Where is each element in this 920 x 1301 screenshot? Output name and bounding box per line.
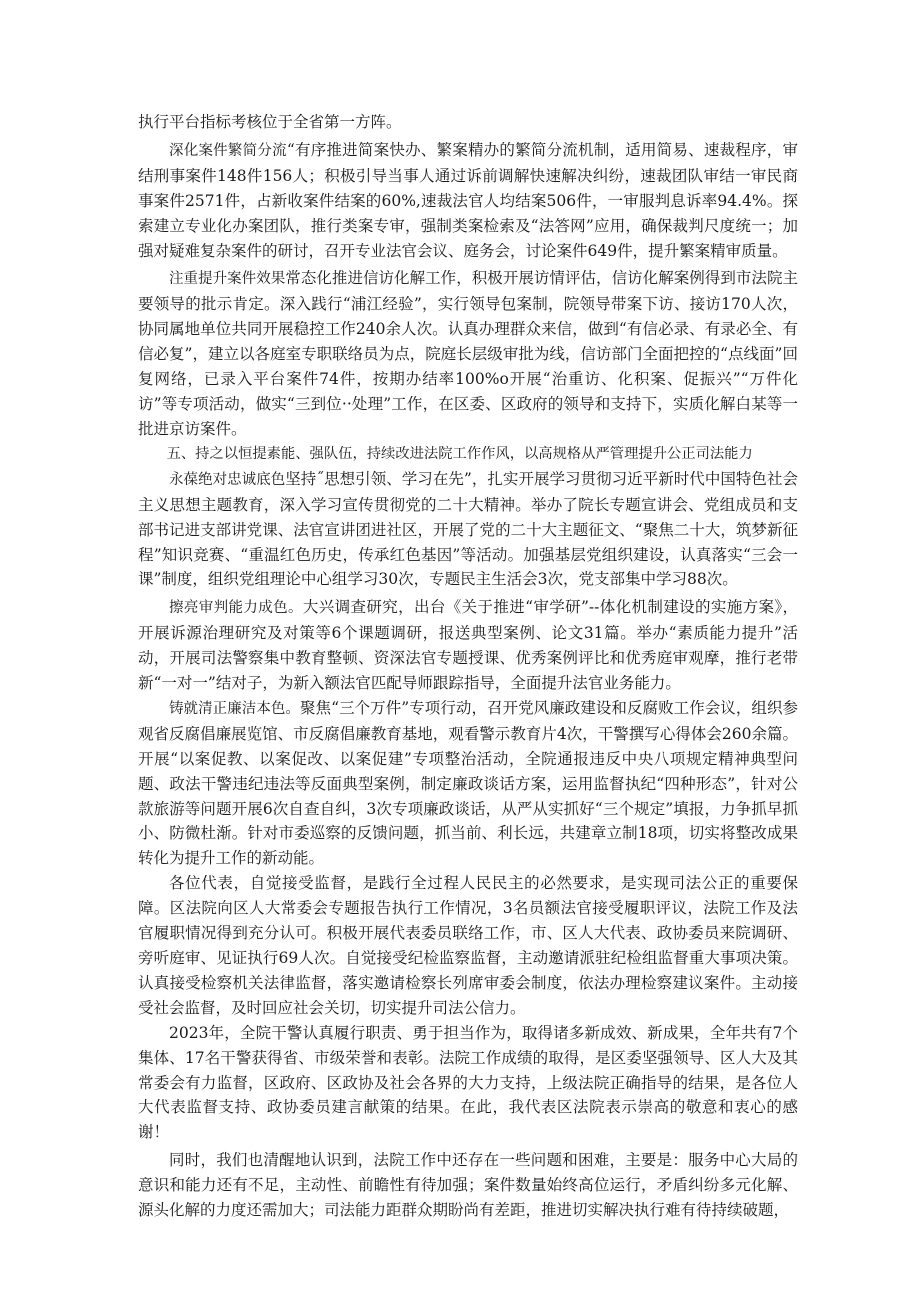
paragraph-body: 大兴调查研究，出台《关于推进“审学研”--体化机制建设的实施方案》，开展诉源治理研究及对策等6个课题调研，报送典型案例、论文31篇。举办“素质能力提升”活动，开展司法警察集中教育整顿、资深法官专题授课、优秀案例评比和优秀庭审观摩，推行老带新“一对一”结对子，为新入额法官匹配导师跟踪指导，全面提升法官业务能力。 — [138, 598, 798, 693]
paragraph-integrity — [138, 696, 798, 871]
paragraph-problems — [138, 1148, 798, 1223]
paragraph-lead: 永葆绝对忠诚底色 — [169, 471, 286, 488]
paragraph-body: 坚持˝思想引领、学习在先”，扎实开展学习贯彻习近平新时代中国特色社会主义思想主题教育，深入学习宣传贯彻党的二十大精神。举办了院长专题宣讲会、党组成员和支部书记进支部讲党课、法官宣讲团进社区，开展了党的二十大主题征文、“聚焦二十大，筑梦新征程”知识竞赛、“重温红色历史，传承红色基因”等活动。加强基层党组织建设，认真落实“三会一课”制度，组织党组理论中心组学习30次，专题民主生活会3次，党支部集中学习88次。 — [138, 469, 798, 589]
paragraph-lead: 注重提升案件效果 — [169, 271, 286, 288]
paragraph-achievements — [138, 1021, 798, 1146]
paragraph-body: 常态化推进信访化解工作，积极开展访情评估，信访化解案例得到市法院主要领导的批示肯定。深入践行“浦江经验”，实行领导包案制，院领导带案下访、接访170人次，协同属地单位共同开展稳控工作240余人次。认真办理群众来信，做到“有信必录、有录必全、有信必复”，建立以各庭室专职联络员为点，院庭长层级审批为线，信访部门全面把控的“点线面”回复网络，已录入平台案件74件，按期办结率100%o开展“治重访、化积案、促振兴”“万件化访”等专项活动，做实“三到位··处理”工作，在区委、区政府的领导和支持下，实质化解白某等一批进京访案件。 — [138, 269, 798, 438]
paragraph-body: 2023年，全院干警认真履行职责、勇于担当作为，取得诸多新成效、新成果，全年共有7个集体、17名干警获得省、市级荣誉和表彰。法院工作成绩的取得，是区委坚强领导、区人大及其常委会有力监督，区政府、区政协及社会各界的大力支持，上级法院正确指导的结果，是各位人大代表监督支持、政协委员建言献策的结果。在此，我代表区法院表示崇高的敬意和衷心的感谢！ — [138, 1023, 798, 1142]
document-page — [138, 110, 798, 1223]
paragraph-body: 各位代表，自觉接受监督，是践行全过程人民民主的必然要求，是实现司法公正的重要保障。区法院向区人大常委会专题报告执行工作情况，3名员额法官接受履职评议，法院工作及法官履职情况得到充分认可。积极开展代表委员联络工作，市、区人大代表、政协委员来院调研、旁听庭审、见证执行69人次。自觉接受纪检监察监督，主动邀请派驻纪检组监督重大事项决策。认真接受检察机关法律监督，落实邀请检察长列席审委会制度，依法办理检察建议案件。主动接受社会监督，及时回应社会关切，切实提升司法公信力。 — [138, 874, 798, 1017]
section-heading: 五、持之以恒提素能、强队伍，持续改进法院工作作风，以高规格从严管理提升公正司法能力 — [166, 445, 753, 462]
paragraph-body: 聚焦“三个万件”专项行动，召开党风廉政建设和反腐败工作会议，组织参观省反腐倡廉展览馆、市反腐倡廉教育基地，观看警示教育片4次，干警撰写心得体会260余篇。开展“以案促教、以案促改、以案促建”专项整治活动，全院通报违反中央八项规定精神典型问题、政法干警违纪违法等反面典型案例，制定廉政谈话方案，运用监督执纪“四种形态”，针对公款旅游等问题开展6次自查自纠，3次专项廉政谈话，从严从实抓好“三个规定”填报，力争抓早抓小、防微杜渐。针对市委巡察的反馈问题，抓当前、利长远，共建章立制18项，切实将整改成果转化为提升工作的新动能。 — [138, 698, 799, 868]
paragraph-lead: 深化案件繁简分流 — [169, 142, 287, 159]
paragraph-body: 执行平台指标考核位于全省第一方阵。 — [138, 113, 402, 131]
paragraph-continuation — [138, 110, 798, 135]
paragraph-lead: 擦亮审判能力成色。 — [169, 600, 303, 617]
paragraph-case-effect — [138, 266, 798, 441]
paragraph-body: 同时，我们也清醒地认识到，法院工作中还存在一些问题和困难，主要是：服务中心大局的意识和能力还有不足，主动性、前瞻性有待加强；案件数量始终高位运行，矛盾纠纷多元化解、源头化解的力度还需加大；司法能力距群众期盼尚有差距，推进切实解决执行难有待持续破题， — [138, 1151, 798, 1220]
paragraph-body: “有序推进简案快办、繁案精办的繁简分流机制，适用简易、速裁程序，审结刑事案件148件156人；积极引导当事人通过诉前调解快速解决纠纷，速裁团队审结一审民商事案件2571件，占新收案件结案的60%,速裁法官人均结案506件，一审服判息诉率94.4%。探索建立专业化办案团队，推行类案专审，强制类案检索及“法答网”应用，确保裁判尺度统一；加强对疑难复杂案件的研讨，召开专业法官会议、庭务会，讨论案件649件，提升繁案精审质量。 — [138, 140, 798, 260]
paragraph-supervision — [138, 871, 798, 1020]
paragraph-case-diversion — [138, 138, 798, 264]
paragraph-lead: 铸就清正廉洁本色。 — [169, 700, 300, 717]
paragraph-trial-ability — [138, 595, 798, 696]
paragraph-loyalty — [138, 467, 798, 593]
